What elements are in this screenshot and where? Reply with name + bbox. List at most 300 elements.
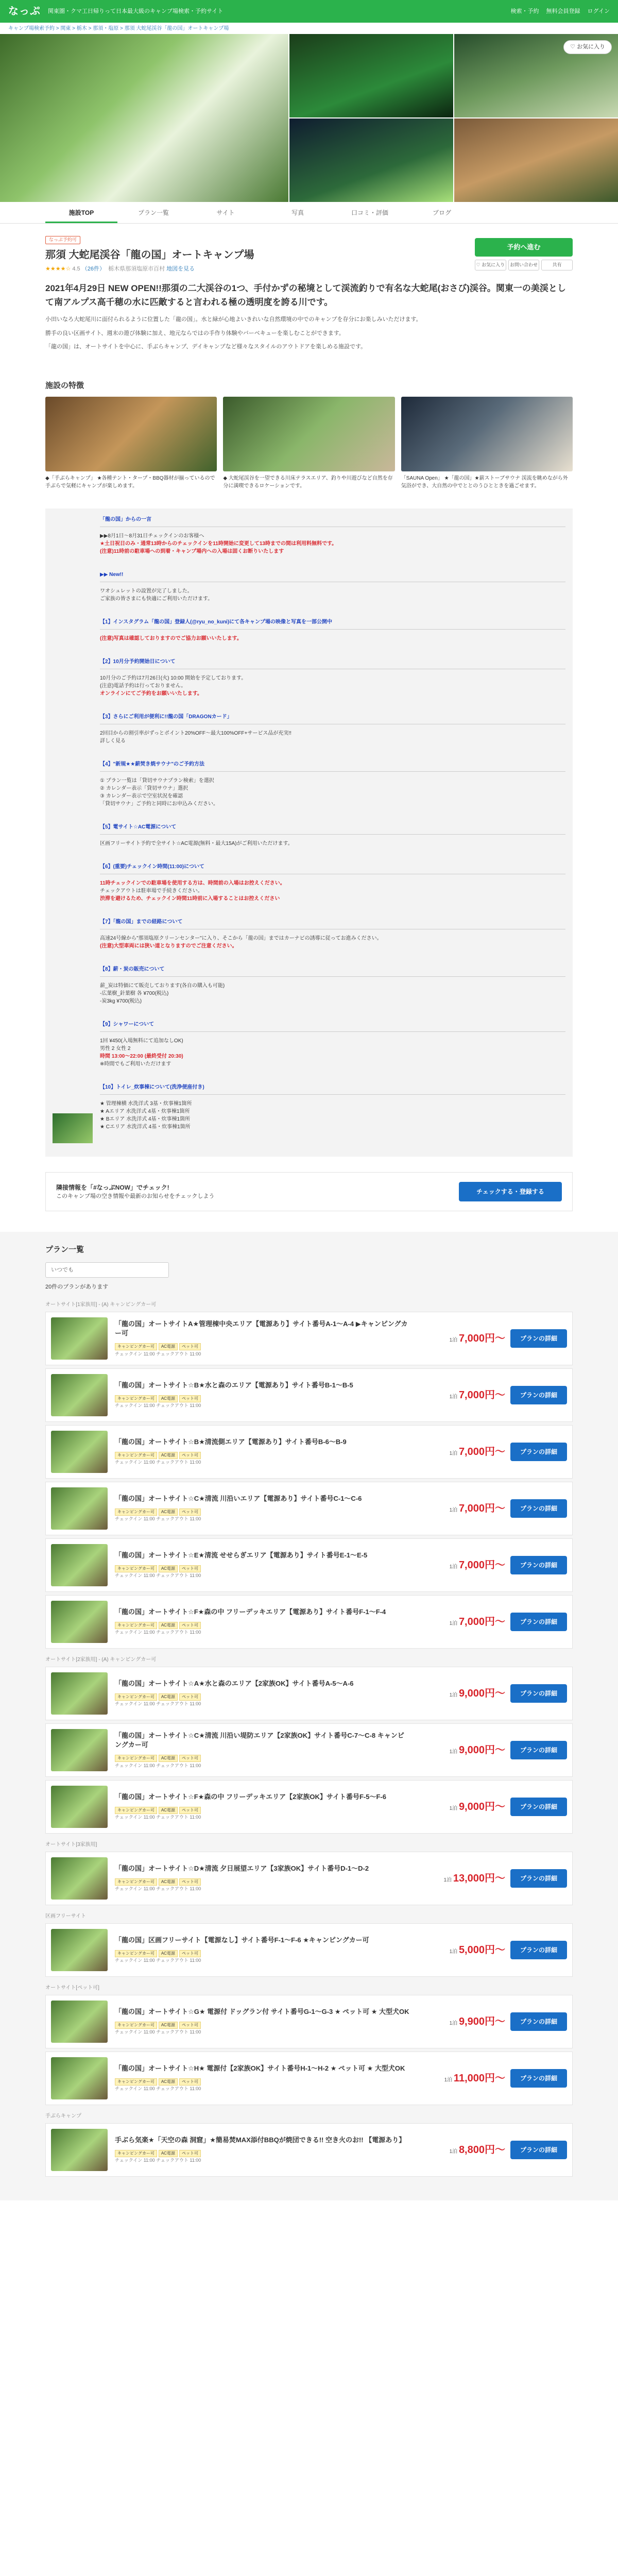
plan-price [418,1501,505,1516]
plan-tags [115,1947,410,1958]
price-prefix: 1泊 [449,1394,459,1400]
plan-photo[interactable] [51,1857,108,1900]
notice-line: ★ Aエリア 水洗洋式 4基・炊事棟1箇所 [100,1109,190,1115]
search-reserve-link[interactable]: 検索・予約 [510,8,539,14]
price-prefix: 1泊 [449,1337,459,1343]
plan-row[interactable] [45,1425,573,1479]
plan-tag: AC電源 [159,1509,178,1516]
notice-block [100,713,565,745]
star-rating-icon: ★★★★☆ [45,265,71,272]
notice-line: ① プラン一覧は「貸切サウナプラン検索」を選択 [100,778,214,784]
price-prefix: 1泊 [449,1692,459,1698]
notice-line: ※時間でもご利用いただけます [100,1061,171,1067]
notice-line: 2回目からの割引率がずっとポイント20%OFF〜最大100%OFF+サービス品が充実!! [100,731,291,737]
price-prefix: 1泊 [444,2077,454,2083]
price-prefix: 1泊 [449,1450,459,1456]
plan-tag: ペット可 [179,1622,201,1629]
site-tagline: 関東圏・クマ工日帰りって日本最大級のキャンプ場検索・予約サイト [48,8,224,14]
notice-line: オンラインにてご予約をお願いいたします。 [100,691,202,697]
plan-info [108,1437,418,1466]
notice-body [93,516,565,1146]
notice-block [100,618,565,642]
plan-detail-button[interactable]: プランの詳細 [510,1613,567,1631]
price-prefix: 1泊 [449,1620,459,1626]
price-value: 9,000円〜 [458,1801,505,1812]
notice-heading: 【4】"新規★★薪焚き焼サウナ"のご予約方法 [100,761,204,768]
plan-photo[interactable] [51,1544,108,1586]
plan-tags [115,2076,410,2086]
notice-line: ★土日祝日のみ・通常13時からのチェックインを11時開始に変更して13時までの間は利用料無料です。 [100,541,337,547]
plan-detail-button[interactable]: プランの詳細 [510,1798,567,1816]
plan-tag: ペット可 [179,1395,201,1402]
description-headline: 2021年4月29日 NEW OPEN!!那須の二大渓谷の1つ、手付かずの秘境として渓流釣りで有名な大蛇尾(おさび)渓谷。関東一の美渓として南アルプス高千穂の水に匹敵すると言われる極の透明度を誇る川です。 [45,283,566,308]
plan-row[interactable] [45,1667,573,1720]
plan-name[interactable]: 「龍の国」オートサイトA★管理棟中央エリア【電源あり】サイト番号A-1〜A-4 ▶キャンピングカー可 [115,1319,408,1337]
plan-tag: AC電源 [159,1693,178,1701]
price-value: 7,000円〜 [458,1332,505,1344]
plan-tag: ペット可 [179,1950,201,1957]
facility-tabs [0,202,618,224]
feature-text: 「SAUNA Open」 ★「龍の国」★薪ストーブサウナ 渓流を眺めながら外気浴ができ、大自然の中でととのうひとときを過ごせます。 [401,476,568,489]
plan-checkin: チェックイン 11:00 チェックアウト 11:00 [115,2158,201,2163]
plan-price [418,1686,505,1701]
plan-detail-button[interactable]: プランの詳細 [510,1386,567,1404]
notice-line: ③ カレンダー表示で空室状況を確認 [100,793,183,800]
price-value: 7,000円〜 [458,1616,505,1628]
plan-tag: ペット可 [179,1807,201,1814]
plan-name[interactable]: 「龍の国」オートサイト☆C★清流 川沿いエリア【電源あり】サイト番号C-1〜C-6 [115,1494,362,1502]
plan-list-title: プラン一覧 [45,1245,84,1255]
plan-name[interactable]: 「龍の国」オートサイト☆B★水と森のエリア【電源あり】サイト番号B-1〜B-5 [115,1381,353,1389]
plan-price [418,1942,505,1958]
price-value: 11,000円〜 [453,2072,505,2084]
price-value: 9,000円〜 [458,1744,505,1756]
napp-now-box [45,1172,573,1211]
notice-divider [100,771,565,772]
plan-info [108,1792,418,1821]
plan-name[interactable]: 「龍の国」オートサイト☆E★清流 せせらぎエリア【電源あり】サイト番号E-1〜E-5 [115,1551,368,1559]
notice-divider [100,976,565,977]
owner-thumbnail [53,1113,93,1143]
plan-tags [115,1804,410,1815]
plan-tag: キャンピングカー可 [115,1509,157,1516]
plan-info [108,1494,418,1523]
plan-name[interactable]: 手ぶら気楽★「天空の森 洞窟」★簡易焚MAX添付BBQが焼団できる!! 空き火のお!! 【電源あり】 [115,2136,406,2144]
plan-photo[interactable] [51,1929,108,1971]
plan-detail-button[interactable]: プランの詳細 [510,1741,567,1759]
tab-photos[interactable]: 写真 [291,209,304,216]
feature-text: ◆ 大蛇尾渓谷を一望できる川床テラスエリア、釣りや川遊びなど自然を存分に満喫できるロケーションです。 [223,476,393,489]
plan-checkin: チェックイン 11:00 チェックアウト 11:00 [115,1815,201,1820]
plan-group-label: オートサイト[3家族用] [45,1841,97,1848]
price-value: 8,800円〜 [458,2144,505,2156]
notice-block [100,823,565,848]
plan-photo[interactable] [51,1786,108,1828]
plan-tags [115,2147,410,2158]
plan-info [108,1319,418,1358]
plan-price [418,2014,505,2029]
notice-heading: 「龍の国」からの一言 [100,517,151,523]
notice-heading: ▶▶ New!! [100,572,124,578]
notice-block [100,863,565,903]
price-value: 7,000円〜 [458,1502,505,1514]
plan-tag: ペット可 [179,2078,201,2086]
plan-name[interactable]: 「龍の国」オートサイト☆F★森の中 フリーデッキエリア【電源あり】サイト番号F-1〜F-4 [115,1607,386,1616]
price-prefix: 1泊 [449,2148,459,2155]
plan-row[interactable] [45,1538,573,1592]
plan-tag: キャンピングカー可 [115,1807,157,1814]
plan-detail-button[interactable]: プランの詳細 [510,2012,567,2031]
notice-line: 区画フリーサイト予約で全サイト☆AC電源(無料・最大15A)がご利用いただけます。 [100,841,293,847]
plan-group-label: オートサイト[2家族用] - (A) キャンピングカー可 [45,1656,157,1663]
plan-tag: キャンピングカー可 [115,1452,157,1459]
notice-block [100,516,565,555]
plan-detail-button[interactable]: プランの詳細 [510,1869,567,1888]
top-bar [0,0,618,23]
site-logo[interactable]: なっぷ [8,6,41,17]
plan-checkin: チェックイン 11:00 チェックアウト 11:00 [115,2086,201,2092]
notice-heading: 【5】電サイト☆AC電源について [100,824,177,831]
price-prefix: 1泊 [443,1877,453,1883]
notice-divider [100,1031,565,1032]
plan-tag: AC電源 [159,1807,178,1814]
plan-tag: AC電源 [159,1452,178,1459]
plan-row[interactable] [45,1852,573,1905]
plan-price [418,2071,505,2086]
plan-checkin: チェックイン 11:00 チェックアウト 11:00 [115,1630,201,1635]
price-prefix: 1泊 [449,2020,459,2026]
notice-divider [100,1094,565,1095]
plan-tags [115,1506,410,1516]
plan-price [418,2142,505,2158]
plan-tag: ペット可 [179,1452,201,1459]
plan-name[interactable]: 「龍の国」オートサイト☆G★ 電源付 ドッグラン付 サイト番号G-1〜G-3 ★ ペット可 ★ 大型犬OK [115,2007,409,2015]
price-prefix: 1泊 [449,1749,459,1755]
plan-tag: AC電源 [159,1950,178,1957]
plan-tag: ペット可 [179,1343,201,1350]
price-value: 5,000円〜 [458,1944,505,1956]
plan-photo[interactable] [51,1672,108,1715]
price-value: 7,000円〜 [458,1559,505,1571]
notice-line: 1回 ¥450(入場無料にて追加なしOK) [100,1038,183,1044]
notice-line: ご家族の皆さまにも快適にご利用いただけます。 [100,596,213,602]
facility-name: 那須 大蛇尾渓谷「龍の国」オートキャンプ場 [45,249,254,261]
plan-price [418,1387,505,1403]
notice-line: (注意)大型車両には狭い道となりますのでご注意ください。 [100,943,237,950]
plan-tag: キャンピングカー可 [115,2150,157,2157]
plan-tag: キャンピングカー可 [115,2022,157,2029]
plan-tags [115,1619,410,1630]
plan-info [108,1607,418,1636]
notice-block [100,918,565,950]
plan-checkin: チェックイン 11:00 チェックアウト 11:00 [115,1460,201,1465]
notice-block [100,760,565,808]
plan-tag: AC電源 [159,1878,178,1886]
plan-group-label: 手ぶらキャンプ [45,2113,81,2119]
plan-name[interactable]: 「龍の国」オートサイト☆C★清流 川沿い堤防エリア【2家族OK】サイト番号C-7〜C-8 キャンピングカー可 [115,1731,404,1749]
notice-line: 詳しく見る [100,738,126,744]
plan-list-section [0,1232,618,2200]
features-list [0,397,618,490]
notice-block [100,1083,565,1131]
plan-checkin: チェックイン 11:00 チェックアウト 11:00 [115,2029,201,2035]
plan-info [108,1551,418,1580]
rating-row [45,265,475,274]
notice-line: 高速24号線から"那須塩原クリーンセンター"に入り、そこから「龍の国」まではカーナビの誘導に従ってお進みください。 [100,936,382,942]
plan-row[interactable] [45,1482,573,1535]
reservable-badge: なっぷ予約可 [45,236,80,244]
plan-count: 20件のプランがあります [45,1284,109,1291]
feature-text: ◆「手ぶらキャンプ」 ★各種テント・タープ・BBQ器材が揃っているので手ぶらで気軽にキャンプが楽しめます。 [45,476,215,489]
plan-tag: ペット可 [179,1878,201,1886]
notice-heading: 【10】トイレ_炊事棟について(洗浄便座付き) [100,1084,204,1091]
plan-photo[interactable] [51,2057,108,2099]
plan-tag: キャンピングカー可 [115,2078,157,2086]
feature-photo[interactable] [401,397,573,471]
fav-mini-button[interactable]: ♡ お気に入り [475,260,506,271]
tab-top[interactable]: 施設TOP [45,202,117,223]
notice-line: 「貸切サウナ」ご予約と同時にお申込みください。 [100,801,218,807]
plan-name[interactable]: 「龍の国」区画フリーサイト【電源なし】サイト番号F-1〜F-6 ★キャンピングカー可 [115,1936,369,1944]
notice-line: -広葉樹_針葉樹 各 ¥700(税込) [100,991,169,997]
plan-tag: キャンピングカー可 [115,1395,157,1402]
favorite-button[interactable]: ♡ お気に入り [563,40,612,54]
plan-tag: キャンピングカー可 [115,1950,157,1957]
plan-tag: AC電源 [159,1395,178,1402]
plan-detail-button[interactable]: プランの詳細 [510,2069,567,2088]
address: 栃木県那須塩原市百村 [108,265,165,272]
notice-divider [100,629,565,630]
price-prefix: 1泊 [449,1805,459,1811]
plan-tag: ペット可 [179,2150,201,2157]
notice-block [100,658,565,698]
notice-block [100,571,565,603]
plan-group-label: オートサイト[1家族用] - (A) キャンピングカー可 [45,1301,157,1308]
price-value: 7,000円〜 [458,1446,505,1458]
plan-price [418,1557,505,1573]
plan-tag: ペット可 [179,2022,201,2029]
facility-description [0,273,618,365]
plan-tag: ペット可 [179,1509,201,1516]
plan-tags [115,1691,410,1701]
notice-heading: 【8】薪・炭の販売について [100,967,165,973]
price-value: 13,000円〜 [453,1872,505,1884]
plan-detail-button[interactable]: プランの詳細 [510,1443,567,1461]
plan-row[interactable] [45,1995,573,2048]
notice-divider [100,834,565,835]
plan-detail-button[interactable]: プランの詳細 [510,1941,567,1959]
plan-name[interactable]: 「龍の国」オートサイト☆H★ 電源付【2家族OK】サイト番号H-1〜H-2 ★ ペット可 ★ 大型犬OK [115,2064,405,2072]
price-value: 9,000円〜 [458,1687,505,1699]
feature-photo[interactable] [45,397,217,471]
notice-line: 渋滞を避けるため、チェックイン時間11時前に入場することはお控えください [100,896,280,902]
plan-detail-button[interactable]: プランの詳細 [510,2141,567,2159]
tab-reviews[interactable]: 口コミ・評価 [351,209,388,216]
tab-blog[interactable]: ブログ [432,209,451,216]
notice-line: ★ 管理棟横 水洗洋式 3基・炊事棟1箇所 [100,1101,192,1107]
plan-tag: AC電源 [159,2022,178,2029]
plan-tags [115,1876,410,1886]
owner-notice [45,509,573,1157]
plan-tag: AC電源 [159,1622,178,1629]
description-p1: 小田いなろ大蛇尾川に面付られるように位置した「龍の国」。水と緑が心地よいきれいな自然環境の中でのキャンプを存分にお楽しみいただけます。 [45,316,422,323]
plan-tag: ペット可 [179,1693,201,1701]
notice-line: ワオシュレットの設置が完了しました。 [100,588,193,595]
notice-line: ★ Cエリア 水洗洋式 4基・炊事棟1箇所 [100,1124,191,1130]
description-p2: 勝手の良い区画サイト、週末の遊び体験に加え、地元ならではの手作り体験やバーベキューを楽しむことができます。 [45,330,345,336]
plan-detail-button[interactable]: プランの詳細 [510,1684,567,1703]
plan-detail-button[interactable]: プランの詳細 [510,1556,567,1574]
breadcrumb[interactable]: キャンプ場検索予約 > 関東 > 栃木 > 那須・塩原 > 那須 大蛇尾渓谷「龍の国」オートキャンプ場 [8,26,229,31]
plan-tag: AC電源 [159,1565,178,1572]
plan-row[interactable] [45,1595,573,1649]
plan-tag: キャンピングカー可 [115,1693,157,1701]
plan-photo[interactable] [51,2001,108,2043]
register-link[interactable]: 無料会員登録 [546,8,580,14]
plan-row[interactable] [45,1780,573,1834]
plan-group-label: 区画フリーサイト [45,1913,86,1919]
plan-photo[interactable] [51,1729,108,1771]
plan-tag: ペット可 [179,1755,201,1762]
plan-info [108,2007,418,2036]
hero-photo-3[interactable] [289,118,453,202]
notice-heading: 【9】シャワーについて [100,1022,154,1028]
notice-heading: 【1】インスタグラム「龍の国」登録人(@ryu_no_kuni)にて各キャンプ場の映像と写真を一部公開中 [100,619,333,625]
plan-name[interactable]: 「龍の国」オートサイト☆D★清流 夕日展望エリア【3家族OK】サイト番号D-1〜D-2 [115,1864,369,1872]
plan-price [418,1742,505,1758]
plan-price [418,1799,505,1815]
plan-detail-button[interactable]: プランの詳細 [510,1499,567,1518]
plan-price [418,1614,505,1630]
notice-heading: 【2】10月分予約開始日について [100,659,176,665]
plan-info [108,1731,418,1770]
plan-tag: キャンピングカー可 [115,1755,157,1762]
plan-name[interactable]: 「龍の国」オートサイト☆B★清流側エリア【電源あり】サイト番号B-6〜B-9 [115,1437,347,1446]
nowbox-text: このキャンプ場の空き情報や最新のお知らせをチェックしよう [56,1193,215,1200]
plan-tags [115,1563,410,1573]
plan-tags [115,2019,410,2029]
plan-tag: AC電源 [159,1343,178,1350]
nowbox-title: 隣接情報を「#なっぷNOW」でチェック! [56,1183,169,1191]
map-link[interactable]: 地図を見る [166,265,195,272]
plan-tag: AC電源 [159,2078,178,2086]
plan-tags [115,1341,410,1351]
notice-heading: 【6】(重要)チェックイン時間(11:00)について [100,864,204,870]
plan-name[interactable]: 「龍の国」オートサイト☆F★森の中 フリーデッキエリア【2家族OK】サイト番号F-5〜F-6 [115,1792,386,1801]
plan-info [108,2136,418,2164]
plan-row[interactable] [45,1723,573,1777]
plan-tag: ペット可 [179,1565,201,1572]
plan-detail-button[interactable]: プランの詳細 [510,1329,567,1348]
notice-line: ▶▶8月1日〜8月31日チェックインのお客様へ [100,533,204,539]
plan-info [108,1936,418,1964]
hero-photo-1[interactable] [289,34,453,117]
plan-row[interactable] [45,1368,573,1422]
description-p3: 「龍の国」は、オートサイトを中心に、手ぶらキャンプ、デイキャンプなど様々なスタイルのアウトドアを楽しめる施設です。 [45,344,367,350]
price-prefix: 1泊 [449,1948,459,1955]
notice-line: 11時チェックインでの駐車場を使用する方は、時間前の入場はお控えください。 [100,880,285,887]
plan-checkin: チェックイン 11:00 チェックアウト 11:00 [115,1701,201,1707]
plan-photo[interactable] [51,1317,108,1360]
plan-row[interactable] [45,2052,573,2105]
features-title: 施設の特徴 [45,381,84,390]
plan-checkin: チェックイン 11:00 チェックアウト 11:00 [115,1573,201,1579]
reserve-button[interactable]: 予約へ進む [475,238,573,257]
inquiry-button[interactable]: お問い合わせ [508,260,540,271]
hero-main-photo[interactable] [0,34,288,202]
plan-price [418,1871,505,1886]
hero-photo-4[interactable] [454,118,618,202]
plan-row[interactable] [45,2123,573,2177]
plan-checkin: チェックイン 11:00 チェックアウト 11:00 [115,1958,201,1963]
price-prefix: 1泊 [449,1564,459,1570]
plan-tags [115,1752,410,1762]
price-value: 7,000円〜 [458,1389,505,1401]
plan-tag: AC電源 [159,2150,178,2157]
feature-photo[interactable] [223,397,394,471]
notice-line: (注意)写真は確認しておりますのでご協力お願いいたします。 [100,636,242,642]
plan-tag: キャンピングカー可 [115,1622,157,1629]
hero-gallery [0,34,618,202]
tab-plans[interactable]: プラン一覧 [138,209,169,216]
plan-photo[interactable] [51,1431,108,1473]
plan-price [418,1331,505,1346]
plan-tags [115,1449,410,1460]
feature-card [45,397,217,490]
notice-block [100,965,565,1005]
notice-line: 10月分のご予約は7月26日(火) 10:00 開始を予定しております。 [100,675,247,682]
plan-photo[interactable] [51,1487,108,1530]
plan-photo[interactable] [51,1601,108,1643]
nowbox-button[interactable]: チェックする・登録する [459,1182,562,1201]
feature-card [401,397,573,490]
plan-groups [45,1301,573,2177]
plan-checkin: チェックイン 11:00 チェックアウト 11:00 [115,1516,201,1522]
notice-heading: 【7】「龍の国」までの経路について [100,919,183,925]
plan-name[interactable]: 「龍の国」オートサイト☆A★水と森のエリア【2家族OK】サイト番号A-5〜A-6 [115,1679,354,1687]
notice-line: (注意)11時前の駐車場への到着・キャンプ場内への入場は固くお断りいたします [100,549,284,555]
plan-checkin: チェックイン 11:00 チェックアウト 11:00 [115,1762,201,1768]
review-count-link[interactable]: （26件） [81,265,105,272]
plan-row[interactable] [45,1312,573,1365]
plan-checkin: チェックイン 11:00 チェックアウト 11:00 [115,1886,201,1892]
plan-tag: AC電源 [159,1755,178,1762]
plan-info [108,1679,418,1708]
share-button[interactable]: 共有 [541,260,573,271]
plan-checkin: チェックイン 11:00 チェックアウト 11:00 [115,1403,201,1409]
notice-line: ★ Bエリア 水洗洋式 4基・炊事棟1箇所 [100,1116,191,1123]
tab-sites[interactable]: サイト [216,209,235,216]
plan-info [108,1864,418,1893]
notice-line: (注意)電話予約は行っておりません。 [100,683,186,689]
plan-photo[interactable] [51,1374,108,1416]
plan-info [108,1381,418,1410]
plan-tags [115,1393,410,1403]
plan-tag: キャンピングカー可 [115,1343,157,1350]
plan-tag: キャンピングカー可 [115,1565,157,1572]
plan-photo[interactable] [51,2129,108,2171]
notice-line: 男性 2 女性 2 [100,1046,131,1052]
plan-group-label: オートサイト[ペット可] [45,1985,99,1991]
plan-tag: キャンピングカー可 [115,1878,157,1886]
feature-card [223,397,394,490]
login-link[interactable]: ログイン [587,8,610,14]
date-select[interactable]: いつでも [45,1262,169,1278]
notice-line: チェックアウトは駐車場で手続きください。 [100,888,203,894]
plan-row[interactable] [45,1923,573,1977]
notice-line: 時間 13:00〜22:00 (最終受付 20:30) [100,1054,183,1060]
plan-checkin: チェックイン 11:00 チェックアウト 11:00 [115,1351,201,1357]
